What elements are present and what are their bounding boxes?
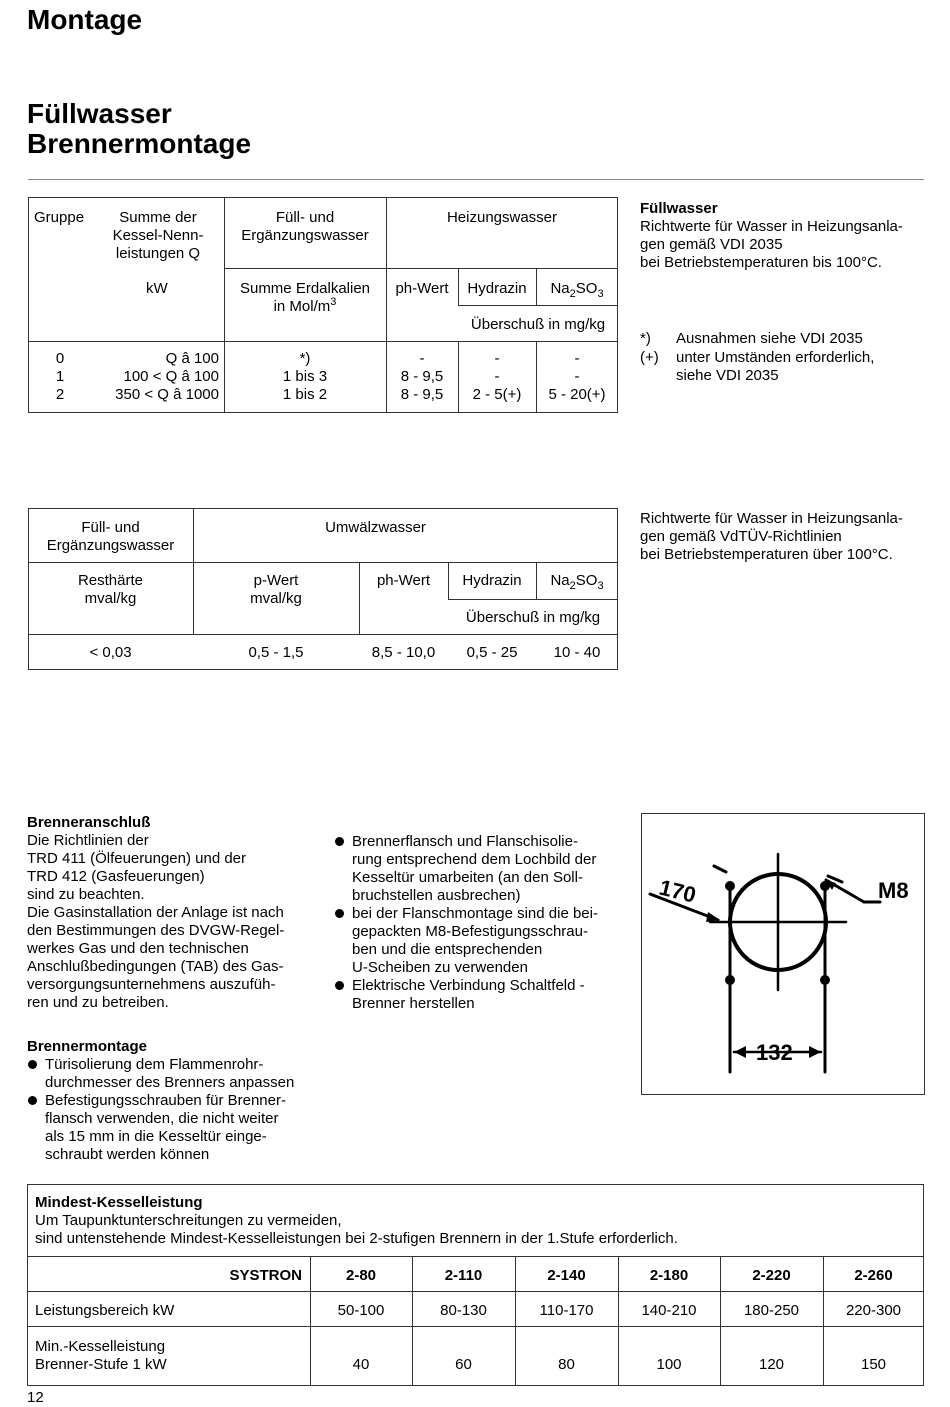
mid-bullets [334,833,634,1013]
ba-line-9: versorgungsunternehmens auszufüh- [27,976,276,993]
section-divider [28,179,924,180]
t1-gruppe-0: 0 [55,350,65,367]
mindest-kesselleistung-table [27,1184,924,1386]
t3-intro [35,1194,678,1248]
t2-so-sub: 3 [597,580,604,592]
note1-line-3: bei Betriebstemperaturen bis 100°C. [640,254,882,271]
mid-b1-l1: Brennerflansch und Flanschisolie- [352,833,578,850]
t3-row1-val-3: 110-170 [539,1302,594,1319]
section-title-line-2: Brennermontage [27,128,252,159]
mid-b2-l2: gepackten M8-Befestigungsschrau- [352,923,588,940]
t2-so: SO [575,572,598,589]
t1-unit-na2so3 [536,280,618,298]
fuellwasser-table [28,197,618,413]
bm-b2-l1: Befestigungsschrauben für Brenner- [45,1092,286,1109]
t1-na-2: 5 - 20(+) [548,386,606,403]
t1-fuell-1: 1 bis 3 [282,368,328,385]
t1-col-hydrazin [458,350,536,404]
brenneranschluss-title: Brenneranschluß [27,814,151,831]
ba-line-6: den Bestimmungen des DVGW-Regel- [27,922,285,939]
t1-header-gruppe: Gruppe [34,209,85,226]
t3-row2-val-4: 100 [656,1356,682,1373]
t1-col-na2so3 [536,350,618,404]
t1-q-2: 350 < Q â 1000 [115,386,219,403]
note1-title: Füllwasser [640,200,718,217]
mid-b1-l2: rung entsprechend dem Lochbild der [352,851,597,868]
t1-header-summe-l1: Summe der [119,209,197,226]
ba-line-10: ren und zu betreiben. [27,994,169,1011]
t1-col-gruppe [50,350,70,404]
t1-gruppe-1: 1 [55,368,65,385]
t3-row1-val-5: 180-250 [743,1302,800,1319]
t3-model-5: 2-220 [752,1267,791,1284]
t3-row2-val-2: 60 [455,1356,472,1373]
mid-b2-l4: U-Scheiben zu verwenden [352,959,528,976]
footnote-1-text: Ausnahmen siehe VDI 2035 [676,330,863,347]
t2-unit-pwert [193,572,359,608]
note1-line-2: gen gemäß VDI 2035 [640,236,783,253]
ba-line-5: Die Gasinstallation der Anlage ist nach [27,904,284,921]
t2-val-ph: 8,5 - 10,0 [371,644,436,661]
bm-b2-l3: als 15 mm in die Kesseltür einge- [45,1128,267,1145]
page-header-title: Montage [27,4,143,35]
t3-model-2: 2-110 [444,1267,483,1284]
ba-line-8: Anschlußbedingungen (TAB) des Gas- [27,958,284,975]
t3-row2-val-6: 150 [860,1356,887,1373]
t3-model-3: 2-140 [547,1267,586,1284]
mid-b2-l3: ben und die entsprechenden [352,941,543,958]
bm-bullet-2 [27,1092,327,1164]
t1-unit-ph: ph-Wert [395,280,449,297]
t3-row2-val-1: 40 [352,1356,370,1373]
bm-b2-l2: flansch verwenden, die nicht weiter [45,1110,279,1127]
t1-col-q [88,350,219,404]
t2-unit-ph: ph-Wert [376,572,431,589]
note2-line-2: gen gemäß VdTÜV-Richtlinien [640,528,842,545]
t1-header-summe [98,209,218,263]
mid-b1-l4: bruchstellen ausbrechen) [352,887,521,904]
bm-b1-l1: Türisolierung dem Flammenrohr- [45,1056,264,1073]
t2-unit-resthaerte-l2: mval/kg [84,590,137,607]
t2-unit-na2so3 [536,572,618,590]
ba-line-4: sind zu beachten. [27,886,145,903]
note1-line-1: Richtwerte für Wasser in Heizungsanla- [640,218,903,235]
t2-val-hydrazin: 0,5 - 25 [466,644,518,661]
t1-unit-erdalkalien [224,280,386,316]
umwaelzwasser-table [28,508,618,670]
label-m8: M8 [878,878,909,903]
bm-bullet-1 [27,1056,327,1092]
t2-unit-hydrazin: Hydrazin [462,572,522,589]
fuellwasser-note [640,200,940,272]
t3-row2-label-l1: Min.-Kesselleistung [35,1338,166,1355]
t1-header-summe-l3: leistungen Q [115,245,201,262]
mid-b1-l3: Kesseltür umarbeiten (an den Soll- [352,869,583,886]
mid-bullet-2 [334,905,634,977]
mid-bullet-1 [334,833,634,905]
ba-line-2: TRD 411 (Ölfeuerungen) und der [27,850,247,867]
t1-q-0: Q â 100 [165,350,219,367]
t1-hydrazin-0: - [494,350,500,367]
t3-intro-l2: sind untenstehende Mindest-Kesselleistungen bei 2-stufigen Brennern in der 1.Stufe erforderlich. [35,1230,678,1247]
mid-b2-l1: bei der Flanschmontage sind die bei- [352,905,598,922]
ba-line-3: TRD 412 (Gasfeuerungen) [27,868,205,885]
t2-unit-ueberschuss: Überschuß in mg/kg [465,609,601,626]
t2-header-fuell-l1: Füll- und [81,519,140,536]
bm-b2-l4: schraubt werden können [45,1146,210,1163]
t1-unit-erdalkalien-l2: in Mol/m [273,298,331,315]
t3-intro-l1: Um Taupunktunterschreitungen zu vermeiden, [35,1212,342,1229]
t1-ph-2: 8 - 9,5 [400,386,444,403]
t3-model-6: 2-260 [854,1267,893,1284]
t1-header-heizungswasser: Heizungswasser [446,209,558,226]
bm-b1-l2: durchmesser des Brenners anpassen [45,1074,295,1091]
note2-line-3: bei Betriebstemperaturen über 100°C. [640,546,893,563]
t1-col-ph [386,350,458,404]
t1-header-fuell-l1: Füll- und [275,209,335,226]
mid-b3-l1: Elektrische Verbindung Schaltfeld - [352,977,585,994]
t1-na-0: - [574,350,580,367]
t2-unit-pwert-l2: mval/kg [250,590,302,607]
flange-drawing [642,814,924,1094]
note2-line-1: Richtwerte für Wasser in Heizungsanla- [640,510,903,527]
t3-title: Mindest-Kesselleistung [35,1194,203,1211]
t3-row1-label: Leistungsbereich kW [35,1302,175,1319]
t1-ph-1: 8 - 9,5 [400,368,444,385]
t2-header-fuell [28,519,193,555]
t2-unit-pwert-l1: p-Wert [253,572,299,589]
t1-so-sub: 3 [597,288,604,300]
footnotes [640,330,940,385]
t3-model-1: 2-80 [345,1267,377,1284]
t1-hydrazin-1: - [494,368,500,385]
brenneranschluss-section [27,814,327,1012]
t3-head-systron: SYSTRON [229,1267,302,1284]
t3-row2-val-3: 80 [558,1356,575,1373]
ba-line-1: Die Richtlinien der [27,832,149,849]
t1-header-summe-l2: Kessel-Nenn- [112,227,204,244]
brennermontage-section [27,1038,327,1164]
label-132: 132 [756,1040,793,1065]
mid-b3-l2: Brenner herstellen [352,995,475,1012]
label-170: 170 [656,874,699,908]
t2-na-sub: 2 [569,580,576,592]
t1-unit-ueberschuss: Überschuß in mg/kg [470,316,606,333]
t1-na-1: - [574,368,580,385]
t2-header-umwaelzwasser: Umwälzwasser [325,519,426,536]
t1-fuell-2: 1 bis 2 [282,386,328,403]
t3-row2-label-l2: Brenner-Stufe 1 kW [35,1356,167,1373]
t1-na-sub: 2 [569,288,576,300]
section-title-line-1: Füllwasser [27,98,172,129]
t1-col-fuell [224,350,386,404]
t2-unit-resthaerte-l1: Resthärte [77,572,144,589]
t1-gruppe-2: 2 [55,386,65,403]
t3-row1-val-2: 80-130 [440,1302,487,1319]
t1-fuell-0: *) [299,350,311,367]
t2-header-fuell-l2: Ergänzungswasser [46,537,175,554]
brennermontage-title: Brennermontage [27,1038,148,1055]
t3-row1-val-6: 220-300 [845,1302,902,1319]
footnote-2-line-1: unter Umständen erforderlich, [676,349,875,366]
t2-val-pwert: 0,5 - 1,5 [248,644,304,661]
t1-hydrazin-2: 2 - 5(+) [472,386,522,403]
t1-unit-hydrazin: Hydrazin [467,280,527,297]
footnote-2-line-2: siehe VDI 2035 [676,367,779,384]
t2-val-na2so3: 10 - 40 [553,644,601,661]
t1-unit-erdalkalien-sup: 3 [330,296,337,308]
t1-so: SO [575,280,598,297]
mid-bullet-3 [334,977,634,1013]
ba-line-7: werkes Gas und den technischen [27,940,249,957]
t1-q-1: 100 < Q â 100 [123,368,219,385]
t3-model-4: 2-180 [649,1267,689,1284]
t2-na: Na [550,572,570,589]
t3-row2-val-5: 120 [758,1356,785,1373]
t3-row1-val-4: 140-210 [641,1302,697,1319]
t1-header-fuell [224,209,386,245]
footnote-1-mark: *) [640,330,651,347]
t1-unit-erdalkalien-l1: Summe Erdalkalien [239,280,371,297]
flange-diagram [641,813,925,1095]
t2-unit-resthaerte [28,572,193,608]
t3-row1-val-1: 50-100 [337,1302,385,1319]
t1-ph-0: - [419,350,425,367]
footnote-2-mark: (+) [640,349,659,366]
t1-na: Na [550,280,570,297]
t3-row2-label [35,1338,167,1374]
t1-header-fuell-l2: Ergänzungswasser [241,227,369,244]
t2-val-resthaerte: < 0,03 [89,644,132,661]
t1-unit-kw: kW [146,280,168,297]
page-number: 12 [27,1389,44,1406]
umwaelzwasser-note [640,510,940,564]
